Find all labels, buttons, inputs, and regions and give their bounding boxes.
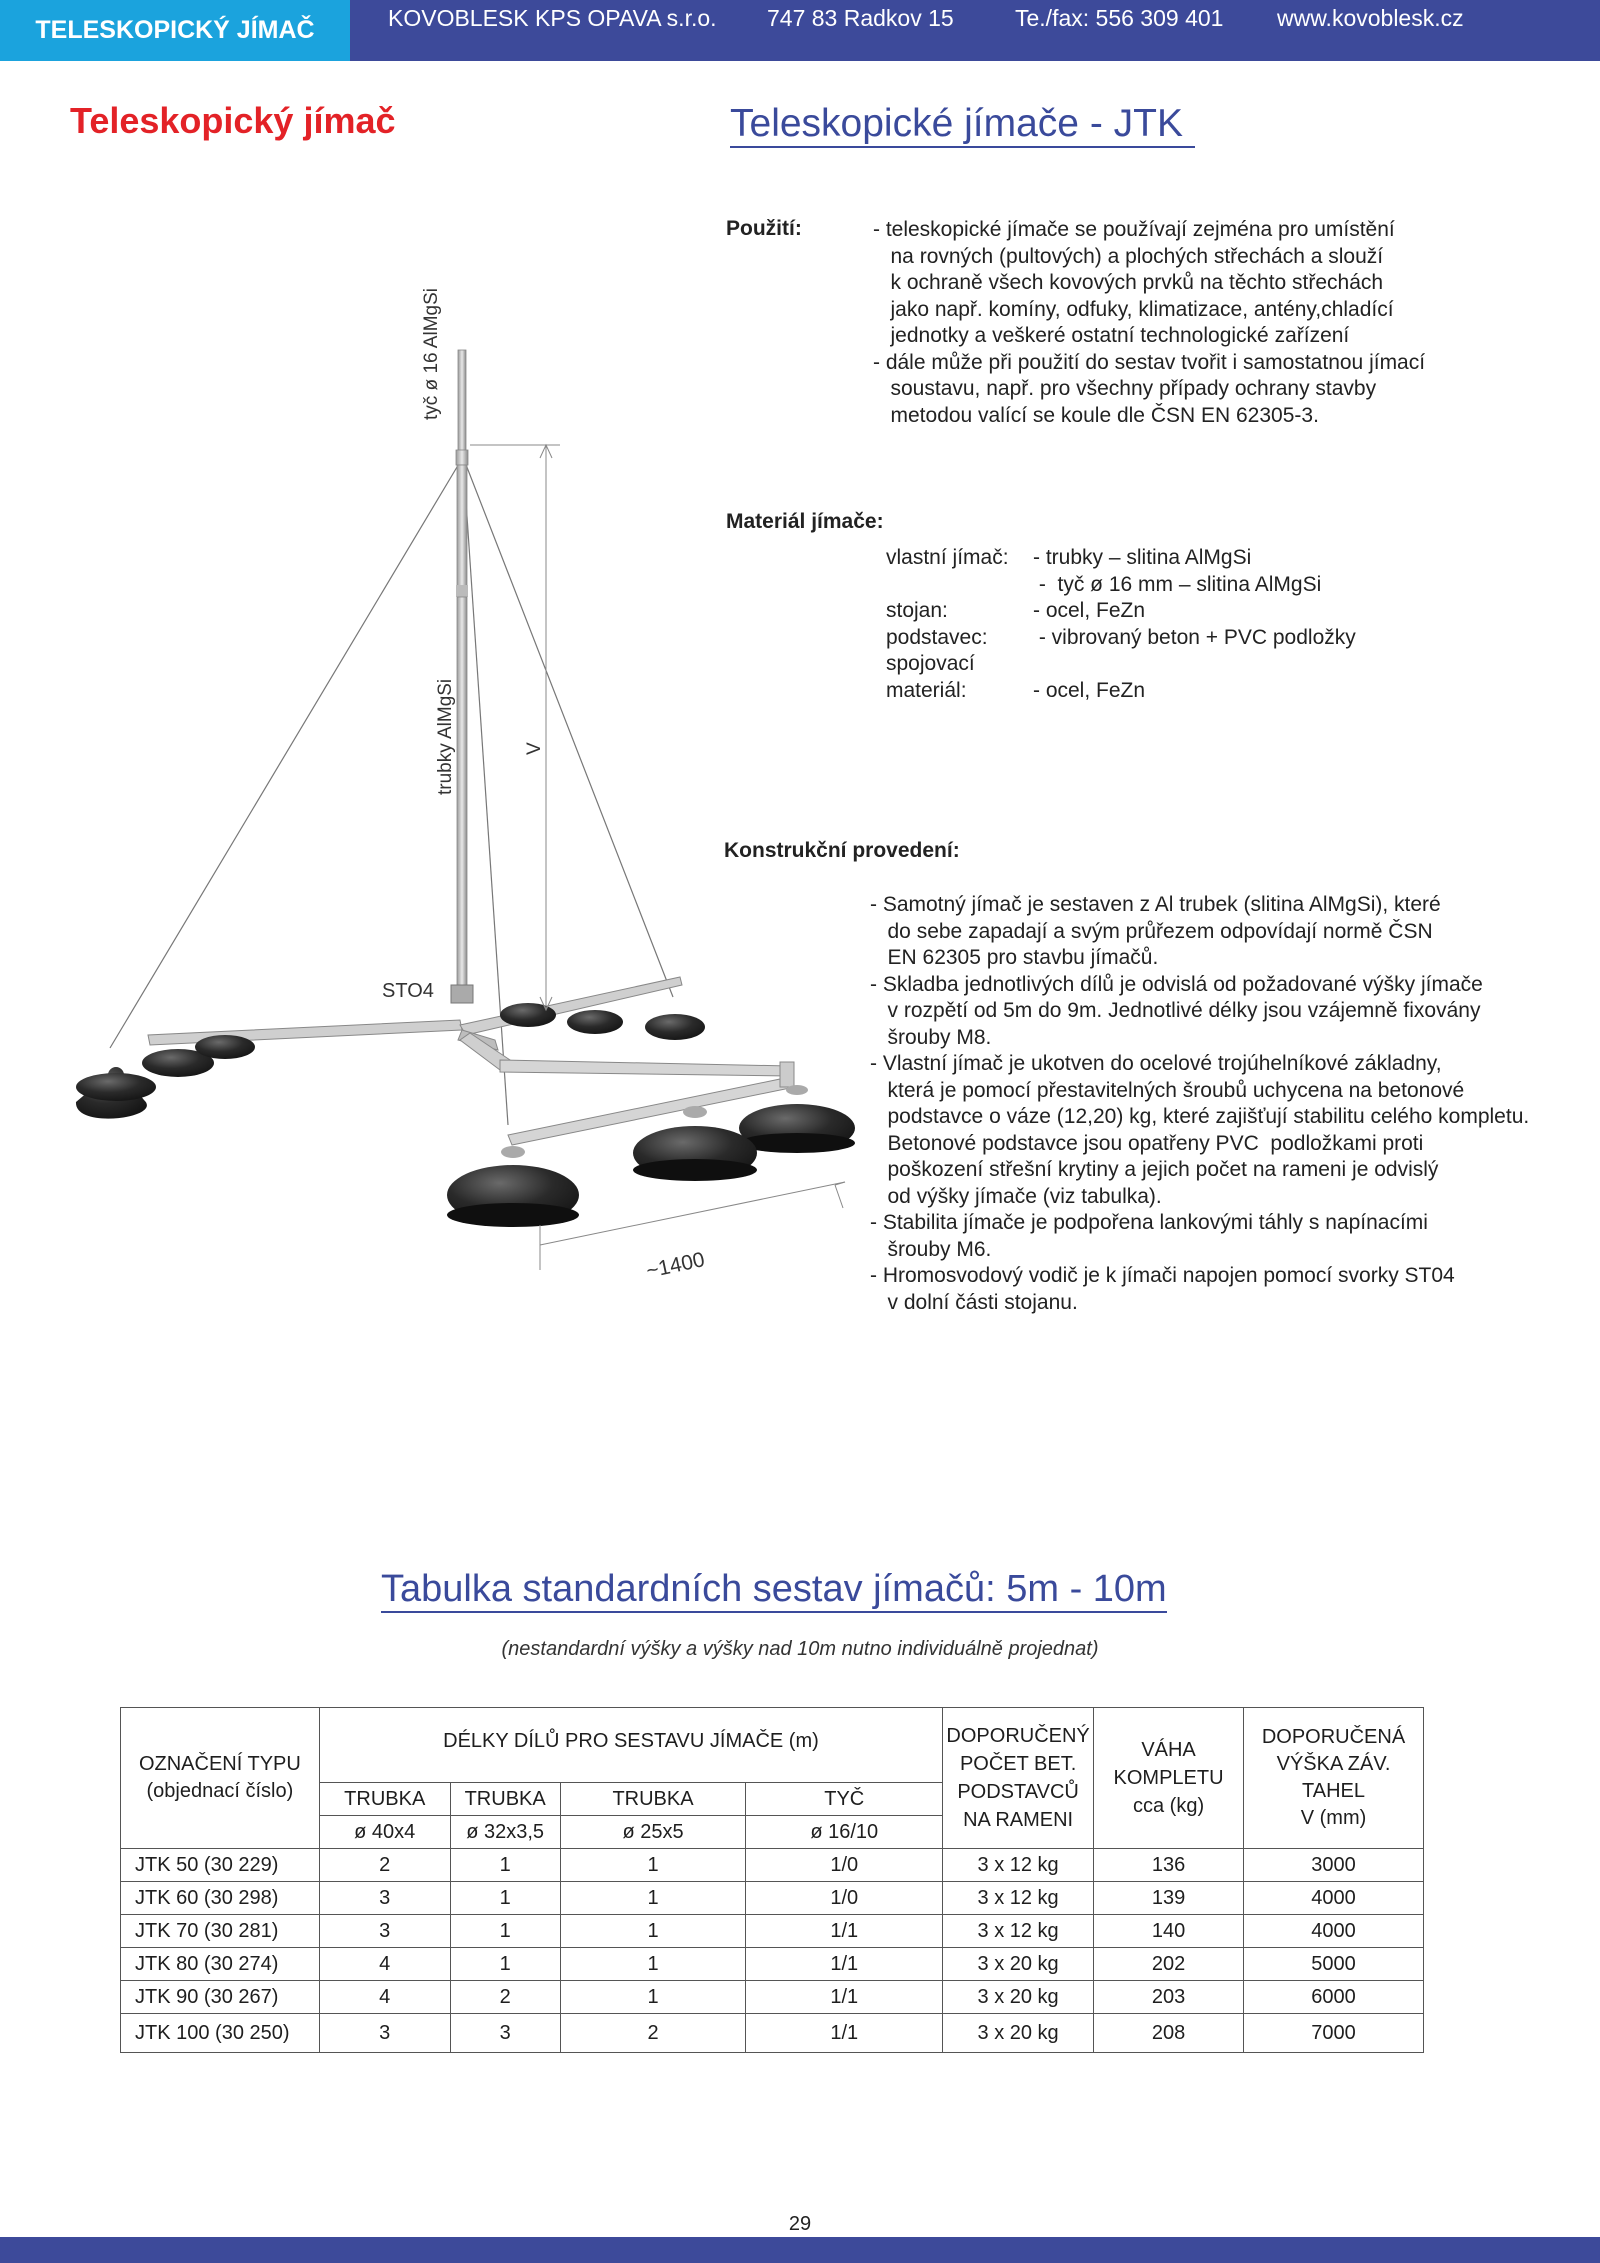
- clamp-label: STO4: [382, 980, 434, 1002]
- construction-text: - Samotný jímač je sestaven z Al trubek (slitina AlMgSi), které do sebe zapadají a svým průřezem odpovídají normě ČSN EN 62305 pro stavbu jímačů. - Skladba jednotlivých dílů je odvislá od požadované výšky jímače v rozpětí od 5m do 9m. Jednotlivé délky jsou vzájemně fixovány šrouby M8. - Vlastní jímač je ukotven do ocelové trojúhelníkové základny, která je pomocí přestavitelných šroubů uchycena na betonové podstavce o váze (12,20) kg, které zajišťují stabilitu celého kompletu. Betonové podstavce jsou opatřeny PVC podložkami proti poškození střešní krytiny a jejich počet na rameni je odvislý od výšky jímače (viz tabulka). - Stabilita jímače je podpořena lankovými táhly s napínacími šrouby M6. - Hromosvodový vodič je k jímači napojen pomocí svorky ST04 v dolní části stojanu.: [870, 893, 1530, 1314]
- th-dim-1: ø 40x4: [319, 1816, 450, 1849]
- table-cell: 1: [450, 1948, 560, 1981]
- rod-label: tyč ø 16 AlMgSi: [421, 288, 442, 420]
- table-cell: 1/0: [746, 1849, 943, 1882]
- th-type-label: OZNAČENÍ TYPU: [138, 1753, 301, 1775]
- page-title: Teleskopický jímač: [70, 100, 396, 141]
- table-cell: 3000: [1244, 1849, 1424, 1882]
- th-count-3: PODSTAVCŮ: [957, 1781, 1079, 1803]
- table-cell: 4000: [1244, 1882, 1424, 1915]
- header-company: KOVOBLESK KPS OPAVA s.r.o.: [388, 5, 717, 31]
- table-cell: 4: [319, 1981, 450, 2014]
- table-cell: 7000: [1244, 2014, 1424, 2053]
- table-cell: JTK 80 (30 274): [121, 1948, 320, 1981]
- table-cell: 1: [560, 1981, 746, 2014]
- th-tube-1: TRUBKA: [319, 1783, 450, 1816]
- table-cell: JTK 50 (30 229): [121, 1849, 320, 1882]
- height-label: V: [524, 742, 545, 755]
- table-cell: 5000: [1244, 1948, 1424, 1981]
- th-height-2: VÝŠKA ZÁV.: [1276, 1753, 1391, 1775]
- th-weight-2: KOMPLETU: [1113, 1767, 1224, 1789]
- table-cell: 1/1: [746, 2014, 943, 2053]
- table-row: [121, 1981, 1424, 2014]
- table-row: [121, 1882, 1424, 1915]
- th-weight-1: VÁHA: [1141, 1739, 1196, 1761]
- th-rod: TYČ: [746, 1783, 943, 1816]
- table-cell: 136: [1094, 1849, 1244, 1882]
- section-title: Teleskopické jímače - JTK: [730, 102, 1195, 148]
- table-cell: 139: [1094, 1882, 1244, 1915]
- header-section-tag: TELESKOPICKÝ JÍMAČ: [0, 0, 350, 61]
- usage-text: - teleskopické jímače se používají zejména pro umístění na rovných (pultových) a plochých střechách a slouží k ochraně všech kovových prvků na těchto střechách jako např. komíny, odfuky, klimatizace, antény,chladící jednotky a veškeré ostatní technologické zařízení - dále může při použití do sestav tvořit i samostatnou jímací soustavu, např. pro všechny případy ochrany stavby metodou valící se koule dle ČSN EN 62305-3.: [873, 218, 1426, 427]
- table-row: [121, 1915, 1424, 1948]
- th-tube-3: TRUBKA: [560, 1783, 746, 1816]
- table-cell: 2: [560, 2014, 746, 2053]
- table-cell: 1/0: [746, 1882, 943, 1915]
- table-row: [121, 2014, 1424, 2053]
- product-drawing: [0, 240, 880, 1350]
- table-cell: 3: [319, 1882, 450, 1915]
- table-cell: 1: [560, 1849, 746, 1882]
- material-values: - trubky – slitina AlMgSi - tyč ø 16 mm – slitina AlMgSi - ocel, FeZn - vibrovaný beton + PVC podložky - ocel, FeZn: [1033, 546, 1356, 702]
- construction-label: Konstrukční provedení:: [724, 839, 960, 862]
- table-cell: 208: [1094, 2014, 1244, 2053]
- table-cell: 3 x 12 kg: [943, 1849, 1094, 1882]
- table-cell: 203: [1094, 1981, 1244, 2014]
- th-dim-3: ø 25x5: [560, 1816, 746, 1849]
- table-cell: 1: [560, 1882, 746, 1915]
- table-cell: 2: [319, 1849, 450, 1882]
- table-body: [121, 1849, 1424, 2053]
- th-lengths: DÉLKY DÍLŮ PRO SESTAVU JÍMAČE (m): [319, 1708, 942, 1783]
- usage-label: Použití:: [726, 217, 802, 240]
- header-website[interactable]: www.kovoblesk.cz: [1277, 5, 1464, 31]
- th-type-sub: (objednací číslo): [146, 1780, 294, 1802]
- table-cell: JTK 100 (30 250): [121, 2014, 320, 2053]
- table-cell: 1: [560, 1915, 746, 1948]
- table-cell: 3 x 12 kg: [943, 1882, 1094, 1915]
- th-height-4: V (mm): [1300, 1807, 1367, 1829]
- tubes-label: trubky AlMgSi: [435, 678, 456, 795]
- table-title: Tabulka standardních sestav jímačů: 5m - 10m: [381, 1568, 1167, 1613]
- page-number: 29: [788, 2213, 812, 2235]
- table-cell: 2: [450, 1981, 560, 2014]
- table-cell: 1/1: [746, 1948, 943, 1981]
- th-count-2: POČET BET.: [959, 1753, 1077, 1775]
- table-cell: 1/1: [746, 1981, 943, 2014]
- table-cell: 1/1: [746, 1915, 943, 1948]
- mast: [451, 350, 473, 1003]
- table-cell: 3 x 20 kg: [943, 2014, 1094, 2053]
- table-cell: 1: [450, 1915, 560, 1948]
- table-cell: 202: [1094, 1948, 1244, 1981]
- footer-bar: [0, 2237, 1600, 2263]
- th-weight: [1094, 1708, 1244, 1849]
- material-label: Materiál jímače:: [726, 510, 884, 533]
- th-dim-4: ø 16/10: [746, 1816, 943, 1849]
- th-height-3: TAHEL: [1302, 1780, 1365, 1802]
- table-cell: 3 x 20 kg: [943, 1981, 1094, 2014]
- table-cell: 6000: [1244, 1981, 1424, 2014]
- th-dim-2: ø 32x3,5: [450, 1816, 560, 1849]
- table-cell: 4000: [1244, 1915, 1424, 1948]
- th-weight-3: cca (kg): [1132, 1795, 1205, 1817]
- width-label: ~1400: [644, 1248, 707, 1283]
- th-type: [121, 1708, 320, 1849]
- table-cell: 140: [1094, 1915, 1244, 1948]
- table-cell: 4: [319, 1948, 450, 1981]
- th-count: [943, 1708, 1094, 1849]
- table-cell: 1: [450, 1849, 560, 1882]
- table-cell: 3 x 20 kg: [943, 1948, 1094, 1981]
- table-cell: 3: [450, 2014, 560, 2053]
- header-phone: Te./fax: 556 309 401: [1015, 5, 1224, 31]
- table-cell: 3: [319, 2014, 450, 2053]
- th-height-1: DOPORUČENÁ: [1261, 1726, 1406, 1748]
- table-cell: JTK 60 (30 298): [121, 1882, 320, 1915]
- table-cell: 3: [319, 1915, 450, 1948]
- th-height: [1244, 1708, 1424, 1849]
- table-row: [121, 1948, 1424, 1981]
- table-row: [121, 1849, 1424, 1882]
- th-count-1: DOPORUČENÝ: [946, 1725, 1090, 1747]
- table-cell: 3 x 12 kg: [943, 1915, 1094, 1948]
- height-dimension: [470, 445, 560, 1010]
- table-cell: JTK 70 (30 281): [121, 1915, 320, 1948]
- table-cell: 1: [450, 1882, 560, 1915]
- table-note: (nestandardní výšky a výšky nad 10m nutno individuálně projednat): [501, 1638, 1099, 1660]
- th-tube-2: TRUBKA: [450, 1783, 560, 1816]
- material-keys: vlastní jímač: stojan: podstavec: spojovací materiál:: [886, 546, 1009, 702]
- header-address: 747 83 Radkov 15: [767, 5, 954, 31]
- table-cell: JTK 90 (30 267): [121, 1981, 320, 2014]
- table-cell: 1: [560, 1948, 746, 1981]
- th-count-4: NA RAMENI: [963, 1809, 1074, 1831]
- assemblies-table: [120, 1707, 1424, 2053]
